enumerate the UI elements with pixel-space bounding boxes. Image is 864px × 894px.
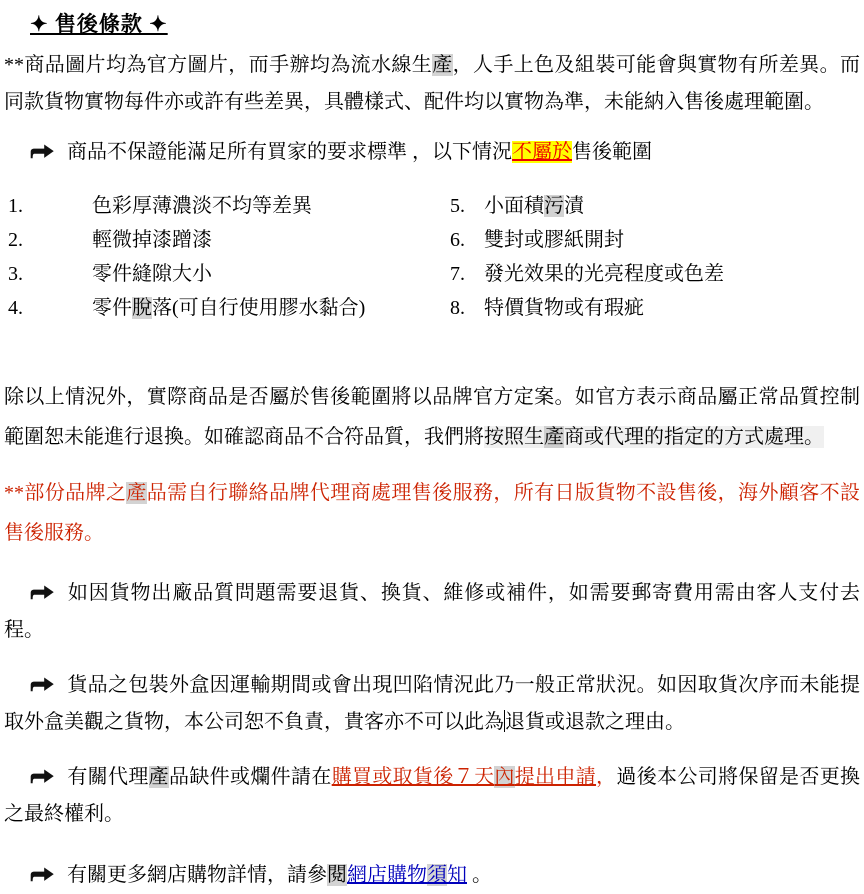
shop-guide-link[interactable]: 知 (447, 864, 467, 886)
list-text (92, 263, 212, 285)
text-segment: 脫 (132, 297, 152, 319)
list-item (450, 297, 860, 319)
list-number: 3. (8, 263, 23, 285)
claim-period-link[interactable]: 內 (494, 766, 515, 788)
exclusion-lists (4, 195, 860, 331)
text-segment: 產 (148, 766, 170, 788)
text-segment: 品缺件或爛件請在 (169, 766, 332, 788)
text-segment: 漬 (564, 195, 584, 217)
list-number: 8. (450, 297, 465, 319)
text-segment: **商品圖片均為官方圖片，而手辦均為流水線生 (4, 54, 433, 76)
text-segment: ，人手上色及組裝可能會與實物有所差異。而同款貨物實物每件亦或許有些差異，具體樣式、配件均以實物為準，未能納入售後處理範圍。 (4, 54, 861, 113)
returns-paragraph (4, 575, 860, 649)
arrow-bullet-icon (28, 675, 55, 693)
list-item (450, 229, 860, 251)
shop-guide-link[interactable]: 須 (427, 864, 447, 886)
shop-guide-link[interactable]: 網店購物 (347, 864, 427, 886)
text-segment: 有關代理 (67, 766, 149, 788)
list-item (450, 195, 860, 217)
list-text (92, 297, 365, 319)
packaging-paragraph (4, 667, 860, 741)
text-segment: 落(可自行使用膠水黏合) (152, 297, 366, 319)
list-item (450, 263, 860, 285)
text-segment: 如因貨物出廠品質問題需要退貨、換貨、維修或補件，如需要郵寄費用需由客人支付去程。 (4, 582, 860, 641)
list-number: 4. (8, 297, 23, 319)
excluded-highlight: 不屬於 (512, 141, 572, 163)
text-segment: 過後本公司將保留是否更換之最終權利。 (4, 766, 861, 825)
policy-paragraph (4, 377, 860, 457)
text-segment: 售後範圍 (572, 141, 652, 163)
exclusion-list-left (4, 195, 450, 331)
arrow-bullet-icon (28, 767, 55, 785)
list-number: 6. (450, 229, 465, 251)
more-info-text (67, 864, 492, 886)
text-segment: 發光效果的光亮程度或色差 (484, 263, 724, 285)
text-segment: 產 (126, 482, 147, 504)
text-segment: 貨品之包裝外盒因運輸期間或會出現凹陷情況此乃一般正常狀況。如因取貨次序而未能提取外盒美觀之貨物，本公司恕不負責，貴客亦不可以此為 (4, 674, 860, 733)
list-text (484, 297, 644, 319)
list-number: 7. (450, 263, 465, 285)
text-segment: 商品不保證能滿足所有買家的要求標準 ，以下情況 (67, 141, 512, 163)
text-segment: ， (596, 766, 617, 788)
text-segment: 小面積 (484, 195, 544, 217)
list-item (4, 195, 450, 217)
notice-text (67, 141, 652, 163)
notice-line (4, 137, 860, 167)
text-segment: 除以上情況外，實際商品是否屬於售後範圍將以品牌官方定案。如官方表示商品屬正常品質控制範圍恕未能進行退換。如確認商品不合符品質，我們將 (4, 386, 860, 448)
exclusion-list-right (450, 195, 860, 331)
text-segment: 退貨或退款之理由。 (505, 711, 685, 733)
list-number: 5. (450, 195, 465, 217)
arrow-bullet-icon (28, 583, 55, 601)
text-segment: 特價貨物或有瑕疵 (484, 297, 644, 319)
arrow-bullet-icon (28, 865, 55, 883)
text-segment: 有關更多網店購物詳情，請參 (67, 864, 327, 886)
list-item (4, 229, 450, 251)
missing-parts-text (4, 766, 860, 825)
claim-period-link[interactable]: 購買或取貨後７天 (331, 766, 495, 788)
text-segment: 污 (544, 195, 564, 217)
list-text (484, 229, 624, 251)
list-text (92, 229, 212, 251)
text-segment: 零件 (92, 297, 132, 319)
returns-text (4, 582, 860, 641)
text-segment: 輕微掉漆蹭漆 (92, 229, 212, 251)
text-segment: 按照生 (484, 426, 544, 448)
list-text (484, 195, 584, 217)
text-segment: 產 (432, 54, 453, 76)
brand-agent-red-note (4, 473, 860, 553)
list-item (4, 263, 450, 285)
text-segment: 雙封或膠紙開封 (484, 229, 624, 251)
intro-paragraph (4, 47, 860, 121)
missing-parts-paragraph (4, 759, 860, 833)
text-segment: 品需自行聯絡品牌代理商處理售後服務，所有日版貨物不設售後，海外顧客不設售後服務。 (4, 482, 861, 544)
text-segment: 。 (467, 864, 492, 886)
packaging-text (4, 674, 860, 733)
text-segment: 閱 (327, 864, 347, 886)
list-number: 2. (8, 229, 23, 251)
list-number: 1. (8, 195, 23, 217)
text-segment: **部份品牌之 (4, 482, 127, 504)
claim-period-link[interactable]: 提出申請 (514, 766, 597, 788)
arrow-bullet-icon (28, 142, 55, 160)
text-segment: 色彩厚薄濃淡不均等差異 (92, 195, 312, 217)
page-title: ✦ 售後條款 ✦ (30, 12, 168, 36)
list-text (92, 195, 312, 217)
list-text (484, 263, 724, 285)
text-segment: 零件縫隙大小 (92, 263, 212, 285)
text-segment: 產 (544, 426, 564, 448)
more-info-paragraph (4, 857, 860, 894)
list-item (4, 297, 450, 319)
text-segment: 商或代理的指定的方式處理。 (564, 426, 824, 448)
